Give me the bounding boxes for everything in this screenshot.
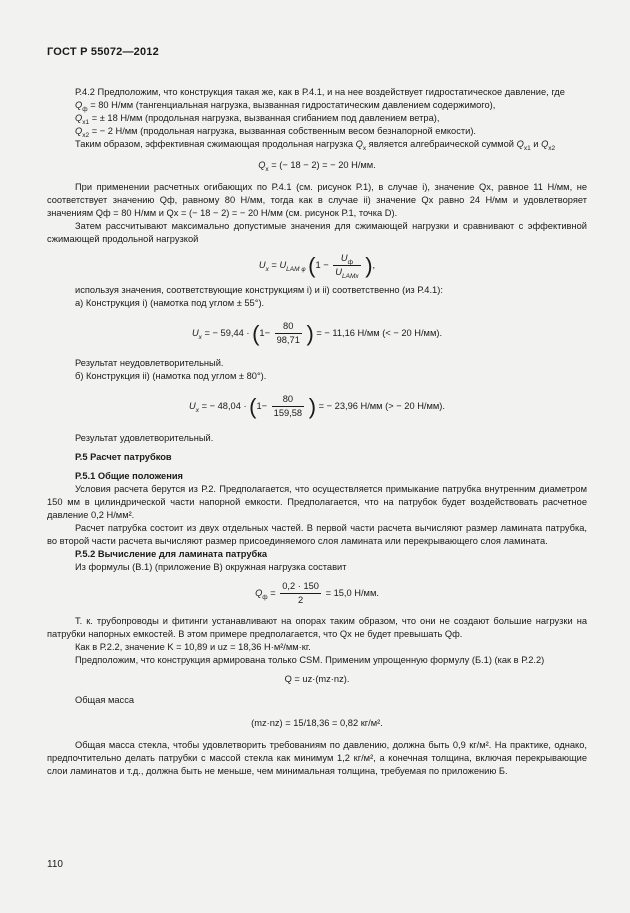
effective-load-text-a: Таким образом, эффективная сжимающая продольная нагрузка: [75, 139, 353, 149]
paragraph-using-values: используя значения, соответствующие конструкциям i) и ii) соответственно (из Р.4.1):: [75, 285, 443, 295]
page-number: 110: [47, 859, 63, 870]
load-qx2-text: = − 2 Н/мм (продольная нагрузка, вызванная собственным весом безнапорной емкости).: [91, 126, 476, 136]
load-qx2: $Q_{x2}$ = − 2 Н/мм (продольная нагрузка, вызванная собственным весом безнапорной емкости).: [75, 126, 476, 139]
case-a-label: а) Конструкция i) (намотка под углом ± 55°).: [75, 298, 265, 308]
fraction-case-a: [275, 320, 302, 347]
paragraph-max-loads: Затем рассчитывают максимально допустимые значения для сжимающей нагрузки и сравнивают с эффективной сжимающей продольной нагрузкой: [47, 221, 587, 244]
paragraph-p42: Р.4.2 Предположим, что конструкция такая же, как в Р.4.1, и на нее воздействует гидростатическое давление, где: [75, 87, 565, 97]
load-qx1: $Q_{x1}$ = ± 18 Н/мм (продольная нагрузка, вызванная сгибанием под давлением ветра),: [75, 113, 440, 126]
formula-case-a-right: = − 11,16 Н/мм (< − 20 Н/мм).: [316, 327, 443, 338]
formula-qx-sum: $Q_x$ = (− 18 − 2) = − 20 Н/мм.: [258, 160, 376, 173]
paragraph-envelopes: При применении расчетных огибающих по Р.4.1 (см. рисунок Р.1), в случае i), значение Qx, равное 11 Н/мм, не соответствует значению Qф, равному 80 Н/мм, тогда как в случае ii) значение Qx равно 24 Н/мм и удовлетворяет значениям Qф = 80 Н/мм и Qx = (− 18 − 2) = − 20 Н/мм (см. рисунок Р.1, точка D).: [47, 182, 587, 218]
formula-case-a: $U_x$ = − 59,44 · (1− $\frac{80}{98,71}$ ) = − 11,16 Н/мм (< − 20 Н/мм).: [191, 321, 443, 346]
fraction-case-a-den: 98,71: [276, 335, 300, 345]
result-a: Результат неудовлетворительный.: [75, 358, 224, 368]
paragraph-formula-ref: Из формулы (В.1) (приложение В) окружная нагрузка составит: [75, 562, 347, 572]
effective-load-text-b: является алгебраической суммой: [368, 139, 514, 149]
formula-qx-sum-text: = (− 18 − 2) = − 20 Н/мм.: [271, 160, 376, 170]
paragraph-total-mass: Общая масса: [75, 695, 135, 705]
paragraph-csm: Предположим, что конструкция армирована только CSM. Применим упрощенную формулу (Б.1) (как в Р.2.2): [75, 655, 545, 665]
load-q-phi-text: = 80 Н/мм (тангенциальная нагрузка, вызванная гидростатическим давлением содержимого),: [90, 100, 496, 110]
load-q-phi: $Q_ф = 80$ Н/мм (тангенциальная нагрузка, вызванная гидростатическим давлением содержимого),: [75, 100, 496, 113]
fraction-case-b-den: 159,58: [273, 408, 303, 418]
formula-case-b-left: = − 48,04 ·: [201, 400, 247, 411]
formula-case-b: $U_x$ = − 48,04 · (1− $\frac{80}{159,58}$ ) = − 23,96 Н/мм (> − 20 Н/мм).: [189, 394, 445, 419]
case-b-label: б) Конструкция ii) (намотка под углом ± 80°).: [75, 371, 267, 381]
paragraph-general: Условия расчета берутся из Р.2. Предполагается, что осуществляется примыкание патрубка внутренним диаметром 150 мм в цилиндрической части напорной емкости. Предполагается, что на патрубок будет воздействовать расчетное давление 0,2 Н/мм².: [47, 484, 587, 520]
heading-p51: Р.5.1 Общие положения: [75, 471, 183, 481]
heading-p52: Р.5.2 Вычисление для ламината патрубка: [75, 549, 268, 559]
paragraph-effective-load: Таким образом, эффективная сжимающая продольная нагрузка $Q_x$ является алгебраической суммой $Q_{x1}$ и $Q_{x2}$: [75, 139, 556, 152]
fraction-q-phi-num: 0,2 · 150: [280, 580, 321, 594]
formula-ux-general: $U_x = U_{LAM \varphi}$ (1 − $\frac{U_ф}{U_{LAMx}}$ ),: [258, 253, 376, 280]
result-b: Результат удовлетворительный.: [75, 433, 214, 443]
fraction-case-a-num: 80: [275, 320, 302, 334]
formula-case-b-right: = − 23,96 Н/мм (> − 20 Н/мм).: [318, 400, 445, 411]
formula-mass: (mz·nz) = 15/18,36 = 0,82 кг/м².: [251, 718, 383, 728]
formula-q-phi-right: = 15,0 Н/мм.: [325, 587, 379, 598]
fraction-q-phi: [280, 580, 321, 607]
formula-q-phi: $Q_ф$ = $\frac{0,2 \cdot 150}{2}$ = 15,0 Н/мм.: [255, 581, 379, 605]
formula-q-simplified: Q = uz·(mz·nz).: [284, 674, 350, 684]
standard-header: ГОСТ Р 55072—2012: [47, 46, 159, 58]
fraction-case-b: [272, 393, 304, 420]
paragraph-two-parts: Расчет патрубка состоит из двух отдельных частей. В первой части расчета вычисляют размер ламината патрубка, во второй части расчета вычисляют размер присоединяемого слоя ламината или перекрывающего слоя ламината.: [47, 523, 587, 546]
fraction-general: $\frac{U_ф}{U_{LAMx}}$: [335, 253, 359, 280]
formula-case-a-left: = − 59,44 ·: [204, 327, 250, 338]
paragraph-k-value: Как в Р.2.2, значение K = 10,89 и uz = 18,36 Н·м²/мм·кг.: [75, 642, 311, 652]
fraction-q-phi-den: 2: [298, 595, 304, 605]
paragraph-glass-mass: Общая масса стекла, чтобы удовлетворить требованиям по давлению, должна быть 0,9 кг/м². На практике, однако, предпочтительно делать патрубки с массой стекла как минимум 1,2 кг/м², а конечная толщина, включая перекрывающие слои ламинатов и т.д., должна быть не меньше, чем минимальная толщина, требуемая по приложению Б.: [47, 740, 587, 776]
load-qx1-text: = ± 18 Н/мм (продольная нагрузка, вызванная сгибанием под давлением ветра),: [91, 113, 440, 123]
fraction-case-b-num: 80: [272, 393, 304, 407]
document-body: [47, 86, 587, 778]
heading-p5: Р.5 Расчет патрубков: [75, 452, 172, 462]
paragraph-pipelines: Т. к. трубопроводы и фитинги устанавливают на опорах таким образом, что они не создают большие нагрузки на патрубки напорных емкостей. В этом примере предполагается, что Qx не будет превышать Qф.: [47, 616, 587, 639]
